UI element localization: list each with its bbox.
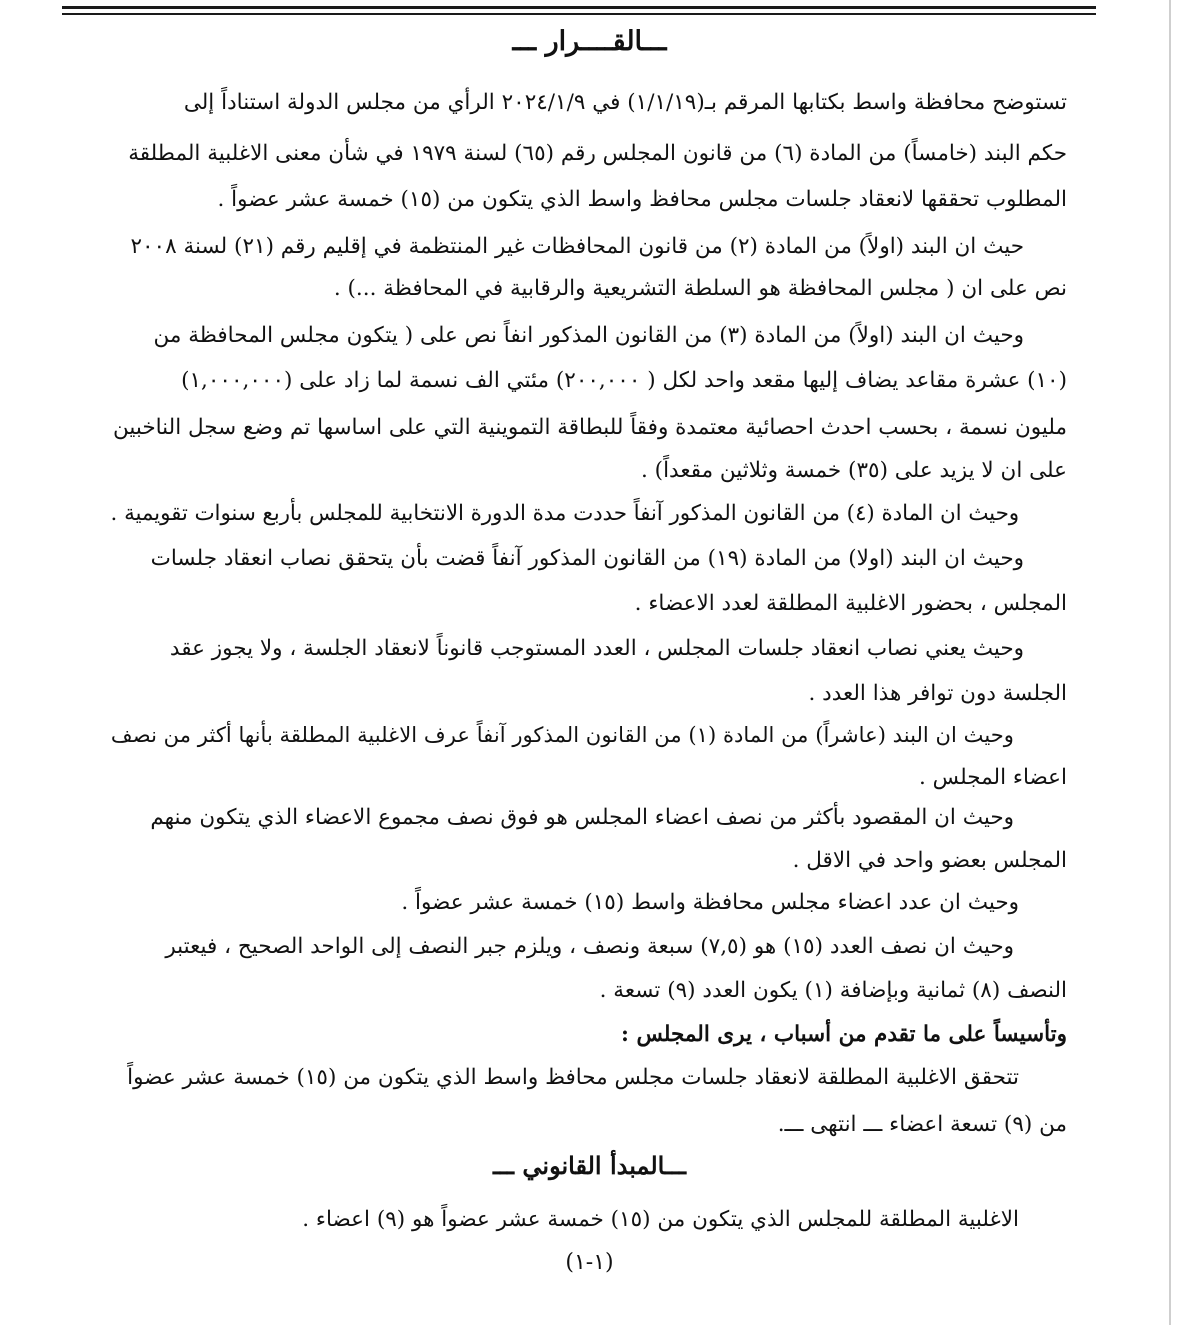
text-line-9: على ان لا يزيد على (٣٥) خمسة وثلاثين مقعداً) . [641,458,1067,483]
decision-title: ـــالقــــرار ـــ [512,26,667,57]
text-line-14: الجلسة دون توافر هذا العدد . [808,681,1067,706]
text-line-5: نص على ان ( مجلس المحافظة هو السلطة التشريعية والرقابية في المحافظة ...) . [333,276,1067,301]
text-line-10: وحيث ان المادة (٤) من القانون المذكور آنفاً حددت مدة الدورة الانتخابية للمجلس بأربع سنوات تقويمية . [110,501,1019,526]
text-line-11: وحيث ان البند (اولا) من المادة (١٩) من القانون المذكور آنفاً قضت بأن يتحقق نصاب انعقاد جلسات [150,546,1024,571]
text-line-4: حيث ان البند (اولاً) من المادة (٢) من قانون المحافظات غير المنتظمة في إقليم رقم (٢١) لسنة ٢٠٠٨ [130,234,1024,259]
text-line-16: اعضاء المجلس . [919,765,1067,790]
text-line-17: وحيث ان المقصود بأكثر من نصف اعضاء المجلس هو فوق نصف مجموع الاعضاء الذي يتكون منهم [150,805,1014,830]
text-line-8: مليون نسمة ، بحسب احدث احصائية معتمدة وفقاً للبطاقة التموينية التي على اساسها تم وضع سجل الناخبين [112,415,1067,440]
text-line-13: وحيث يعني نصاب انعقاد جلسات المجلس ، العدد المستوجب قانوناً لانعقاد الجلسة ، ولا يجوز عقد [169,636,1024,661]
text-line-2: حكم البند (خامساً) من المادة (٦) من قانون المجلس رقم (٦٥) لسنة ١٩٧٩ في شأن معنى الاغلبية المطلقة [128,141,1067,166]
text-line-12: المجلس ، بحضور الاغلبية المطلقة لعدد الاعضاء . [634,591,1067,616]
text-line-6: وحيث ان البند (اولاً) من المادة (٣) من القانون المذكور انفاً نص على ( يتكون مجلس المحافظة من [153,323,1024,348]
text-line-23: تتحقق الاغلبية المطلقة لانعقاد جلسات مجلس محافظ واسط الذي يتكون من (١٥) خمسة عشر عضواً [127,1065,1019,1090]
text-line-21: النصف (٨) ثمانية وبإضافة (١) يكون العدد (٩) تسعة . [599,978,1067,1003]
text-line-19: وحيث ان عدد اعضاء مجلس محافظة واسط (١٥) خمسة عشر عضواً . [401,890,1019,915]
text-line-15: وحيث ان البند (عاشراً) من المادة (١) من القانون المذكور آنفاً عرف الاغلبية المطلقة بأنها أكثر من نصف [110,722,1014,747]
text-line-7: (١٠) عشرة مقاعد يضاف إليها مقعد واحد لكل ( ٢٠٠,٠٠٠) مئتي الف نسمة لما زاد على (١,٠٠٠,٠٠٠) [181,368,1067,393]
header-rule-bottom [62,13,1096,15]
text-line-3: المطلوب تحققها لانعقاد جلسات مجلس محافظ واسط الذي يتكون من (١٥) خمسة عشر عضواً . [217,187,1067,212]
text-line-25-principle: الاغلبية المطلقة للمجلس الذي يتكون من (١٥) خمسة عشر عضواً هو (٩) اعضاء . [302,1207,1019,1232]
header-rule-top [62,6,1096,9]
text-line-22-conclusion: وتأسيساً على ما تقدم من أسباب ، يرى المجلس : [621,1022,1067,1047]
legal-principle-heading: ـــالمبدأ القانوني ـــ [492,1151,687,1180]
text-line-20: وحيث ان نصف العدد (١٥) هو (٧,٥) سبعة ونصف ، ويلزم جبر النصف إلى الواحد الصحيح ، فيعتبر [165,934,1014,959]
text-line-18: المجلس بعضو واحد في الاقل . [792,848,1067,873]
page-number: (١-١) [565,1250,614,1275]
text-line-1: تستوضح محافظة واسط بكتابها المرقم بـ(١/١/١٩) في ٢٠٢٤/١/٩ الرأي من مجلس الدولة استناداً إلى [183,90,1067,115]
page-edge [1169,0,1171,1325]
text-line-24: من (٩) تسعة اعضاء ـــ انتهى ـــ. [777,1112,1067,1137]
